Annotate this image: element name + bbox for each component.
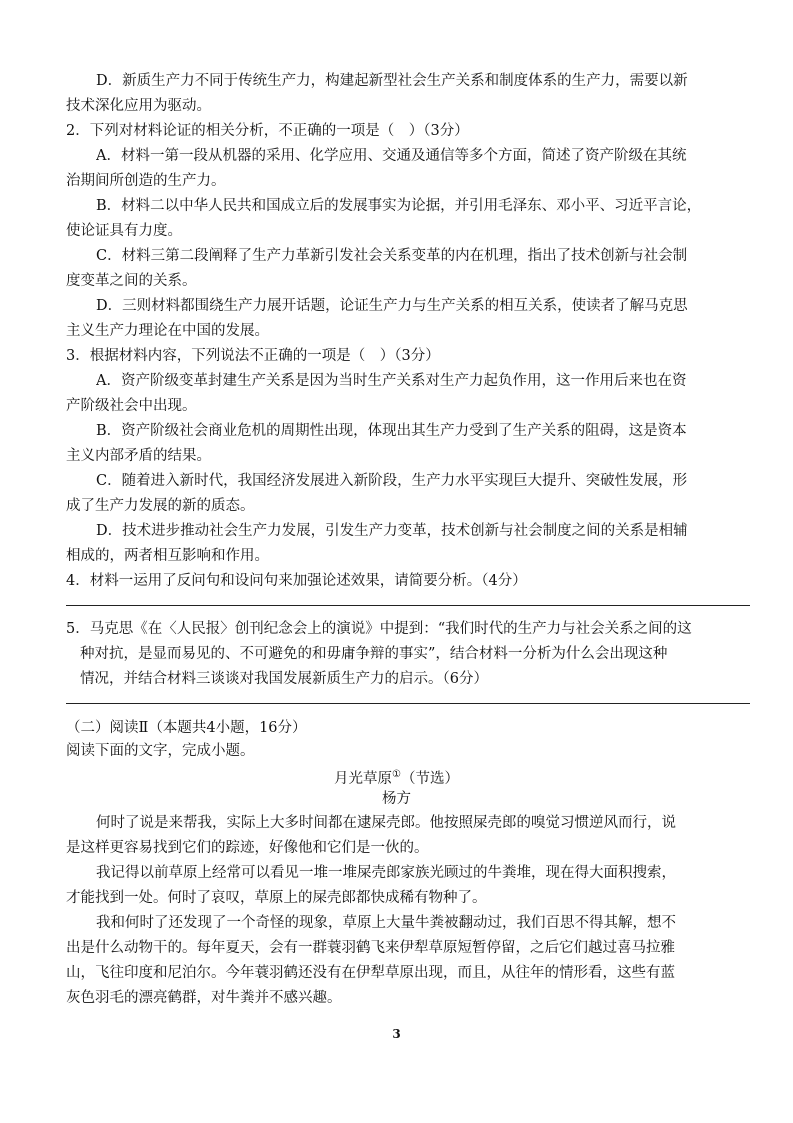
question-2: 2．下列对材料论证的相关分析，不正确的一项是（ ）（3分）	[66, 123, 469, 139]
q2-option-c-line-2: 度变革之间的关系。	[66, 273, 197, 289]
page-number: 3	[392, 1027, 401, 1041]
q2-option-d-line-1: D．三则材料都围绕生产力展开话题，论证生产力与生产关系的相互关系，使读者了解马克思	[96, 298, 688, 314]
q3-option-b-line-2: 主义内部矛盾的结果。	[66, 448, 211, 464]
reading-instruction: 阅读下面的文字，完成小题。	[66, 743, 255, 759]
option-d-line-2: 技术深化应用为驱动。	[66, 98, 211, 114]
option-d-line-1: D．新质生产力不同于传统生产力，构建起新型社会生产关系和制度体系的生产力，需要以新	[96, 73, 688, 89]
article-title-text: 月光草原	[334, 770, 393, 787]
question-5-line-2: 种对抗，是显而易见的、不可避免的和毋庸争辩的事实”，结合材料一分析为什么会出现这种	[80, 646, 668, 662]
q3-option-b-line-1: B．资产阶级社会商业危机的周期性出现，体现出其生产力受到了生产关系的阻碍，这是资本	[96, 423, 687, 439]
answer-line-q4	[66, 605, 750, 606]
question-4: 4．材料一运用了反问句和设问句来加强论述效果，请简要分析。（4分）	[66, 573, 527, 589]
q2-option-a-line-2: 治期间所创造的生产力。	[66, 173, 226, 189]
article-title	[0, 764, 793, 790]
q3-option-d-line-2: 相成的，两者相互影响和作用。	[66, 548, 269, 564]
paragraph-3-line-3: 山，飞往印度和尼泊尔。今年蓑羽鹤还没有在伊犁草原出现，而且，从往年的情形看，这些有蓝	[66, 965, 675, 981]
q3-option-c-line-2: 成了生产力发展的新的质态。	[66, 498, 255, 514]
question-5-line-1: 5．马克思《在〈人民报〉创刊纪念会上的演说》中提到：“我们时代的生产力与社会关系之间的这	[66, 621, 692, 637]
question-3: 3．根据材料内容，下列说法不正确的一项是（ ）（3分）	[66, 348, 440, 364]
q3-option-a-line-2: 产阶级社会中出现。	[66, 398, 197, 414]
paragraph-3-line-4: 灰色羽毛的漂亮鹤群，对牛粪并不感兴趣。	[66, 990, 342, 1006]
article-author: 杨方	[382, 791, 411, 807]
section-heading: （二）阅读Ⅱ（本题共4小题，16分）	[66, 720, 307, 736]
question-5-line-3: 情况，并结合材料三谈谈对我国发展新质生产力的启示。（6分）	[80, 671, 488, 687]
q3-option-d-line-1: D．技术进步推动社会生产力发展，引发生产力变革，技术创新与社会制度之间的关系是相辅	[96, 523, 688, 539]
q3-option-a-line-1: A．资产阶级变革封建生产关系是因为当时生产关系对生产力起负作用，这一作用后来也在资	[96, 373, 687, 389]
paragraph-1-line-2: 是这样更容易找到它们的踪迹，好像他和它们是一伙的。	[66, 840, 429, 856]
q2-option-b-line-1: B．材料二以中华人民共和国成立后的发展事实为论据，并引用毛泽东、邓小平、习近平言论，	[96, 198, 702, 214]
q2-option-d-line-2: 主义生产力理论在中国的发展。	[66, 323, 269, 339]
q2-option-b-line-2: 使论证具有力度。	[66, 223, 182, 239]
q2-option-c-line-1: C．材料三第二段阐释了生产力革新引发社会关系变革的内在机理，指出了技术创新与社会制	[96, 248, 688, 264]
paragraph-2-line-2: 才能找到一处。何时了哀叹，草原上的屎壳郎都快成稀有物种了。	[66, 890, 487, 906]
q2-option-a-line-1: A．材料一第一段从机器的采用、化学应用、交通及通信等多个方面，简述了资产阶级在其统	[96, 148, 687, 164]
paragraph-3-line-2: 出是什么动物干的。每年夏天，会有一群蓑羽鹤飞来伊犁草原短暂停留，之后它们越过喜马拉雅	[66, 940, 675, 956]
q3-option-c-line-1: C．随着进入新时代，我国经济发展进入新阶段，生产力水平实现巨大提升、突破性发展，形	[96, 473, 688, 489]
paragraph-3-line-1: 我和何时了还发现了一个奇怪的现象，草原上大量牛粪被翻动过，我们百思不得其解，想不	[96, 915, 676, 931]
footnote-marker: ①	[392, 769, 401, 780]
answer-line-q5	[66, 703, 750, 704]
paragraph-2-line-1: 我记得以前草原上经常可以看见一堆一堆屎壳郎家族光顾过的牛粪堆，现在得大面积搜索，	[96, 865, 676, 881]
article-title-note: （节选）	[400, 770, 459, 787]
paragraph-1-line-1: 何时了说是来帮我，实际上大多时间都在逮屎壳郎。他按照屎壳郎的嗅觉习惯逆风而行，说	[96, 815, 676, 831]
